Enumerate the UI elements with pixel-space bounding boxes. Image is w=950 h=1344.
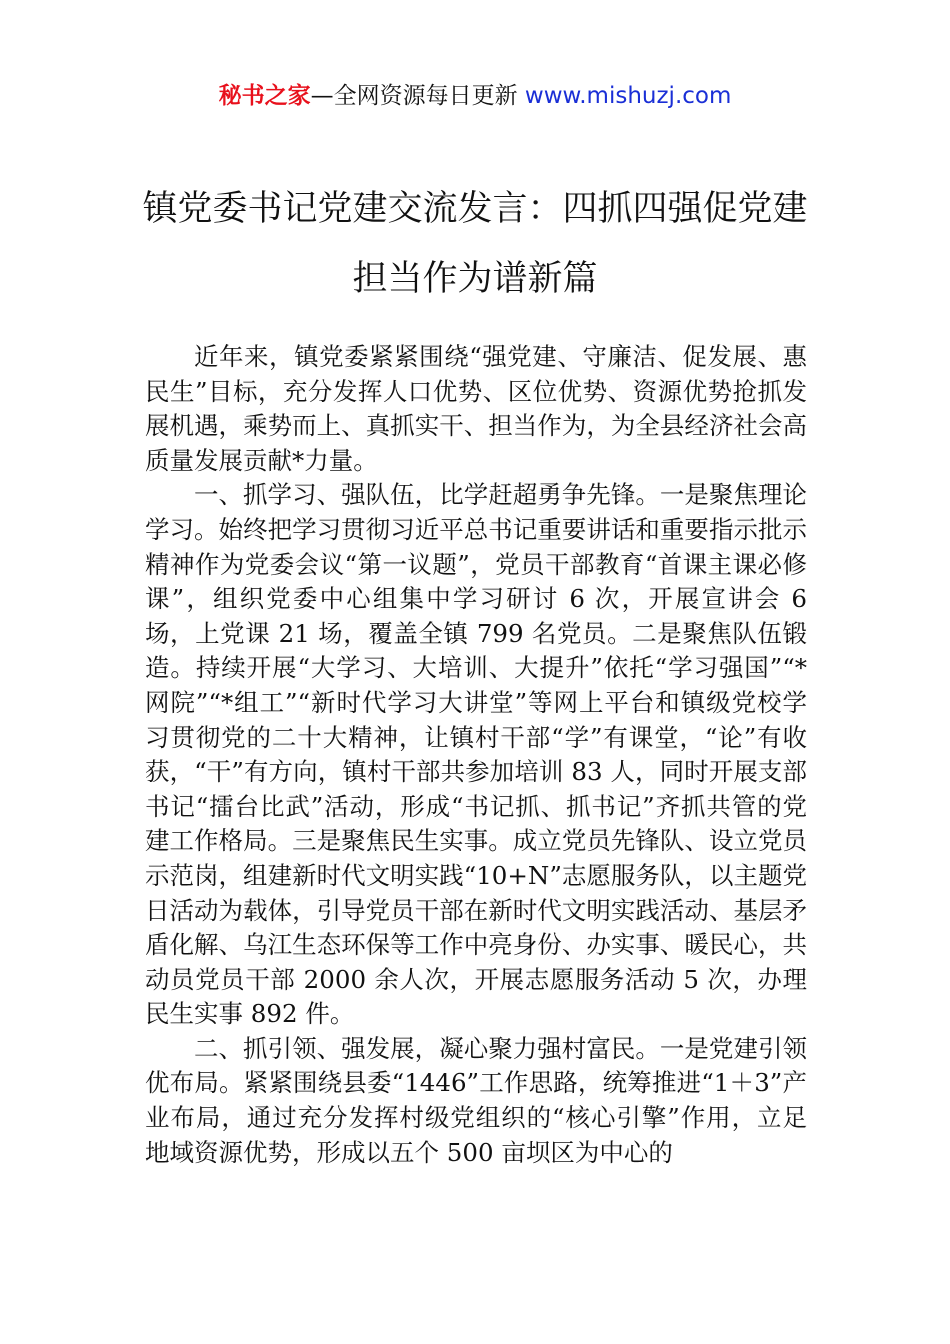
site-url-link[interactable]: www.mishuzj.com bbox=[524, 83, 732, 109]
document-title: 镇党委书记党建交流发言：四抓四强促党建担当作为谱新篇 bbox=[142, 189, 808, 299]
body-paragraph: 一、抓学习、强队伍，比学赶超勇争先锋。一是聚焦理论学习。始终把学习贯彻习近平总书记重要讲话和重要指示批示精神作为党委会议“第一议题”，党员干部教育“首课主课必修课”，组织党委中心组集中学习研讨 6 次，开展宣讲会 6 场，上党课 21 场，覆盖全镇 799 名党员。二是聚焦队伍锻造。持续开展“大学习、大培训、大提升”依托“学习强国”“*网院”“*组工”“新时代学习大讲堂”等网上平台和镇级党校学习贯彻党的二十大精神，让镇村干部“学”有课堂，“论”有收获，“干”有方向，镇村干部共参加培训 83 人，同时开展支部书记“擂台比武”活动，形成“书记抓、抓书记”齐抓共管的党建工作格局。三是聚焦民生实事。成立党员先锋队、设立党员示范岗，组建新时代文明实践“10+N”志愿服务队，以主题党日活动为载体，引导党员干部在新时代文明实践活动、基层矛盾化解、乌江生态环保等工作中亮身份、办实事、暖民心，共动员党员干部 2000 余人次，开展志愿服务活动 5 次，办理民生实事 892 件。 bbox=[145, 480, 807, 1029]
site-brand: 秘书之家 bbox=[218, 83, 311, 109]
site-header bbox=[0, 80, 950, 112]
body-paragraph: 近年来，镇党委紧紧围绕“强党建、守廉洁、促发展、惠民生”目标，充分发挥人口优势、区位优势、资源优势抢抓发展机遇，乘势而上、真抓实干、担当作为，为全县经济社会高质量发展贡献*力量。 bbox=[145, 342, 807, 475]
site-tagline: —全网资源每日更新 bbox=[310, 83, 525, 109]
document-body bbox=[145, 340, 807, 1170]
body-paragraph: 二、抓引领、强发展，凝心聚力强村富民。一是党建引领优布局。紧紧围绕县委“1446”工作思路，统筹推进“1＋3”产业布局，通过充分发挥村级党组织的“核心引擎”作用，立足地域资源优势，形成以五个 500 亩坝区为中心的 bbox=[145, 1033, 807, 1167]
